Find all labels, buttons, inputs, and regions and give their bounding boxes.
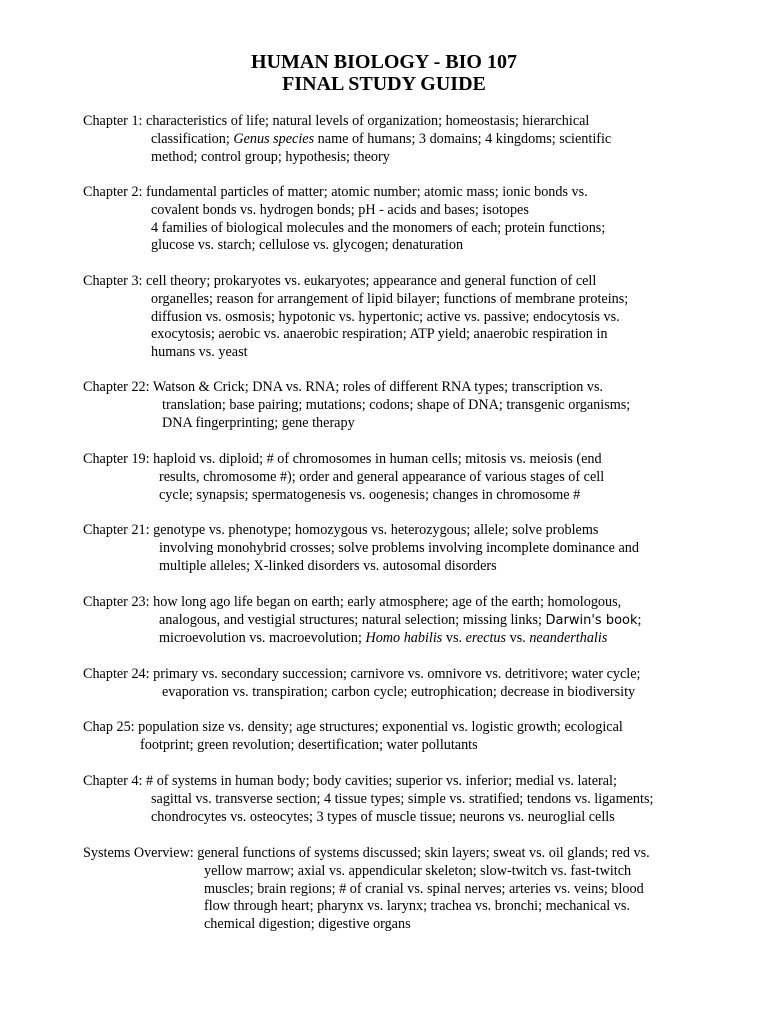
chapter-text: sagittal vs. transverse section; 4 tissue types; simple vs. stratified; tendons vs. ligaments; xyxy=(151,790,654,807)
chapter-text: general functions of systems discussed; skin layers; sweat vs. oil glands; red vs. xyxy=(193,845,650,861)
chapter-text: translation; base pairing; mutations; codons; shape of DNA; transgenic organisms; xyxy=(162,396,631,413)
chapter-text: genotype vs. phenotype; homozygous vs. heterozygous; allele; solve problems xyxy=(149,522,599,538)
chapter-text: exocytosis; aerobic vs. anaerobic respiration; ATP yield; anaerobic respiration in xyxy=(151,326,608,343)
chapter-text: analogous, and vestigial structures; natural selection; missing links; xyxy=(159,611,546,628)
chapter-text: footprint; green revolution; desertification; water pollutants xyxy=(140,736,478,753)
chapter-text: how long ago life began on earth; early atmosphere; age of the earth; homologous, xyxy=(149,594,622,610)
chapter-1-item xyxy=(83,113,611,166)
chapter-24-item xyxy=(83,666,640,702)
chapter-text: characteristics of life; natural levels of organization; homeostasis; hierarchical xyxy=(142,113,590,129)
chapter-text: glucose vs. starch; cellulose vs. glycogen; denaturation xyxy=(151,237,464,254)
chapter-19-item xyxy=(83,451,604,504)
chapter-text: chemical digestion; digestive organs xyxy=(204,916,411,933)
chapter-label: Chap 25: xyxy=(83,719,135,735)
chapter-text: involving monohybrid crosses; solve problems involving incomplete dominance and xyxy=(159,539,639,556)
chapter-text-italic: erectus xyxy=(465,629,507,646)
chapter-text: 4 families of biological molecules and the monomers of each; protein functions; xyxy=(151,219,606,236)
chapter-text: name of humans; 3 domains; 4 kingdoms; scientific xyxy=(314,130,612,147)
chapter-text: muscles; brain regions; # of cranial vs. spinal nerves; arteries vs. veins; blood xyxy=(204,880,644,897)
chapter-label: Systems Overview: xyxy=(83,845,194,861)
chapter-label: Chapter 3: xyxy=(83,273,143,289)
chapter-text-book: Darwin's book xyxy=(545,612,638,628)
chapter-text-italic: Homo habilis xyxy=(365,629,443,646)
chapter-text: method; control group; hypothesis; theory xyxy=(151,148,390,165)
chapter-text: humans vs. yeast xyxy=(151,344,248,361)
chapter-text: primary vs. secondary succession; carnivore vs. omnivore vs. detritivore; water cycle; xyxy=(149,666,641,682)
chapter-text: cell theory; prokaryotes vs. eukaryotes; appearance and general function of cell xyxy=(142,273,597,289)
chapter-text: covalent bonds vs. hydrogen bonds; pH - acids and bases; isotopes xyxy=(151,201,529,218)
chapter-text: evaporation vs. transpiration; carbon cycle; eutrophication; decrease in biodiversity xyxy=(162,683,636,700)
chapter-text: multiple alleles; X-linked disorders vs. autosomal disorders xyxy=(159,557,497,574)
chapter-text-italic: neanderthalis xyxy=(529,629,608,646)
chapter-text: results, chromosome #); order and general appearance of various stages of cell xyxy=(159,468,605,485)
chapter-22-item xyxy=(83,379,630,432)
chapter-label: Chapter 22: xyxy=(83,379,150,395)
chapter-text: fundamental particles of matter; atomic number; atomic mass; ionic bonds vs. xyxy=(142,184,588,200)
document-subtitle: FINAL STUDY GUIDE xyxy=(282,73,486,95)
chapter-text: classification; xyxy=(151,130,234,147)
chapter-text: DNA fingerprinting; gene therapy xyxy=(162,414,355,431)
chapter-label: Chapter 2: xyxy=(83,184,143,200)
chapter-label: Chapter 1: xyxy=(83,113,143,129)
chapter-text: cycle; synapsis; spermatogenesis vs. oogenesis; changes in chromosome # xyxy=(159,486,581,503)
chapter-text: chondrocytes vs. osteocytes; 3 types of muscle tissue; neurons vs. neuroglial cells xyxy=(151,808,615,825)
chapter-3-item xyxy=(83,273,628,362)
document-title: HUMAN BIOLOGY - BIO 107 xyxy=(251,51,517,73)
chapter-2-item xyxy=(83,184,605,255)
chapter-text: vs. xyxy=(442,629,466,646)
chapter-text: diffusion vs. osmosis; hypotonic vs. hypertonic; active vs. passive; endocytosis vs. xyxy=(151,308,620,325)
chapter-23-item xyxy=(83,594,641,647)
chapter-text: population size vs. density; age structures; exponential vs. logistic growth; ecological xyxy=(134,719,623,735)
chapter-text-italic: Genus species xyxy=(233,130,315,147)
chapter-text: flow through heart; pharynx vs. larynx; trachea vs. bronchi; mechanical vs. xyxy=(204,898,630,915)
chapter-text: vs. xyxy=(506,629,530,646)
chapter-label: Chapter 24: xyxy=(83,666,150,682)
chapter-label: Chapter 21: xyxy=(83,522,150,538)
chapter-text: microevolution vs. macroevolution; xyxy=(159,629,366,646)
chapter-21-item xyxy=(83,522,639,575)
chapter-text: Watson & Crick; DNA vs. RNA; roles of different RNA types; transcription vs. xyxy=(149,379,604,395)
systems-overview-item xyxy=(83,845,650,934)
chapter-text: yellow marrow; axial vs. appendicular skeleton; slow-twitch vs. fast-twitch xyxy=(204,862,632,879)
chapter-label: Chapter 19: xyxy=(83,451,150,467)
chapter-text: organelles; reason for arrangement of lipid bilayer; functions of membrane proteins; xyxy=(151,290,629,307)
chapter-25-item xyxy=(83,719,623,755)
chapter-label: Chapter 4: xyxy=(83,773,143,789)
chapter-text: # of systems in human body; body cavities; superior vs. inferior; medial vs. lateral; xyxy=(142,773,617,789)
chapter-text: haploid vs. diploid; # of chromosomes in human cells; mitosis vs. meiosis (end xyxy=(149,451,602,467)
chapter-text: ; xyxy=(637,611,642,628)
chapter-4-item xyxy=(83,773,653,826)
chapter-label: Chapter 23: xyxy=(83,594,150,610)
